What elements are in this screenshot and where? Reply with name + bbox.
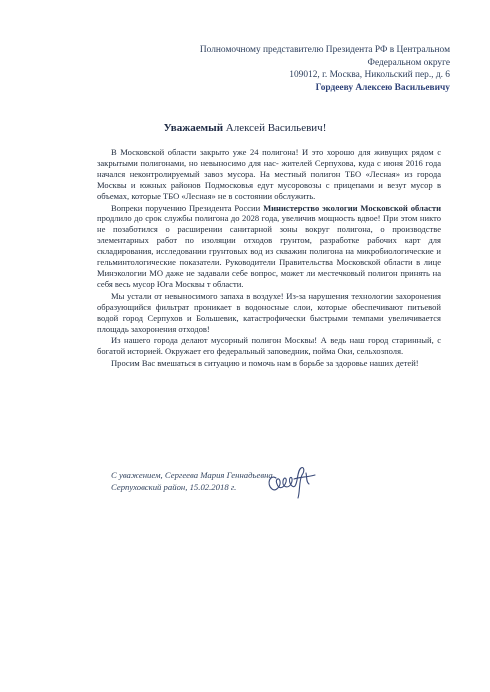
paragraph-3: Мы устали от невыносимого запаха в воздухе! Из-за нарушения технологии захоронения образующийся фильтрат проникает в водоносные слои, которые обеспечивают питьевой водой город Серпухов и Большевик, катастрофически быстрыми темпами увеличивается площадь захоронения отходов!	[97, 290, 441, 334]
addressee-block	[150, 44, 450, 94]
addressee-name: Гордееву Алексею Васильевичу	[315, 82, 450, 93]
signature-drawing	[262, 462, 322, 502]
paragraph-1: В Московской области закрыто уже 24 полигона! И это хорошо для живущих рядом с закрытыми полигонами, но невыносимо для нас- жителей Серпухова, куда с июня 2016 года начался неконтролируемый завоз мусора. На местный полигон ТБО «Лесная» из города Москвы и южных районов Подмосковья едут мусоровозы с прицепами и везут мусор в объемах, которые ТБО «Лесная» не в состоянии обслужить.	[97, 147, 441, 201]
paragraph-5: Просим Вас вмешаться в ситуацию и помочь нам в борьбе за здоровье наших детей!	[111, 358, 419, 369]
handwritten-signature	[262, 462, 322, 502]
paragraph-2-rest: продлило до срок службы полигона до 2028 года, увеличив мощность вдвое! При этом никто не позаботился о расширении санитарной зоны вокруг полигона, о производстве элементарных работ по изоляции отходов грунтом, разработке рабочих карт для складирования, исследовании грунтовых вод из скважин полигона на микробиологические и гельминтологические показатели. Руководители Правительства Московской области в лице Минэкологии МО даже не задавали себе вопрос, может ли местечковый полигон принять на себя весь мусор Юга Москвы т области.	[97, 213, 441, 289]
salutation-greeting: Уважаемый	[163, 122, 224, 134]
addressee-title: Полномочному представителю Президента РФ в Центральном Федеральном округе	[199, 45, 450, 68]
closing-regards: С уважением, Сергеева Мария Геннадьевна	[111, 470, 273, 480]
letter-body	[97, 147, 441, 370]
salutation	[0, 121, 490, 135]
ministry-name: Министерство экологии Московской области	[263, 202, 442, 213]
addressee-address: 109012, г. Москва, Никольский пер., д. 6	[289, 70, 450, 80]
closing-place-date: Серпуховский район, 15.02.2018 г.	[111, 482, 237, 492]
paragraph-2-start: Вопреки поручению Президента России	[111, 202, 264, 213]
salutation-name: Алексей Васильевич!	[223, 122, 327, 134]
paragraph-2	[97, 203, 441, 290]
paragraph-4: Из нашего города делают мусорный полигон Москвы! А ведь наш город старинный, с богатой историей. Окружает его федеральный заповедник, пойма Оки, сельхозполя.	[97, 335, 441, 357]
